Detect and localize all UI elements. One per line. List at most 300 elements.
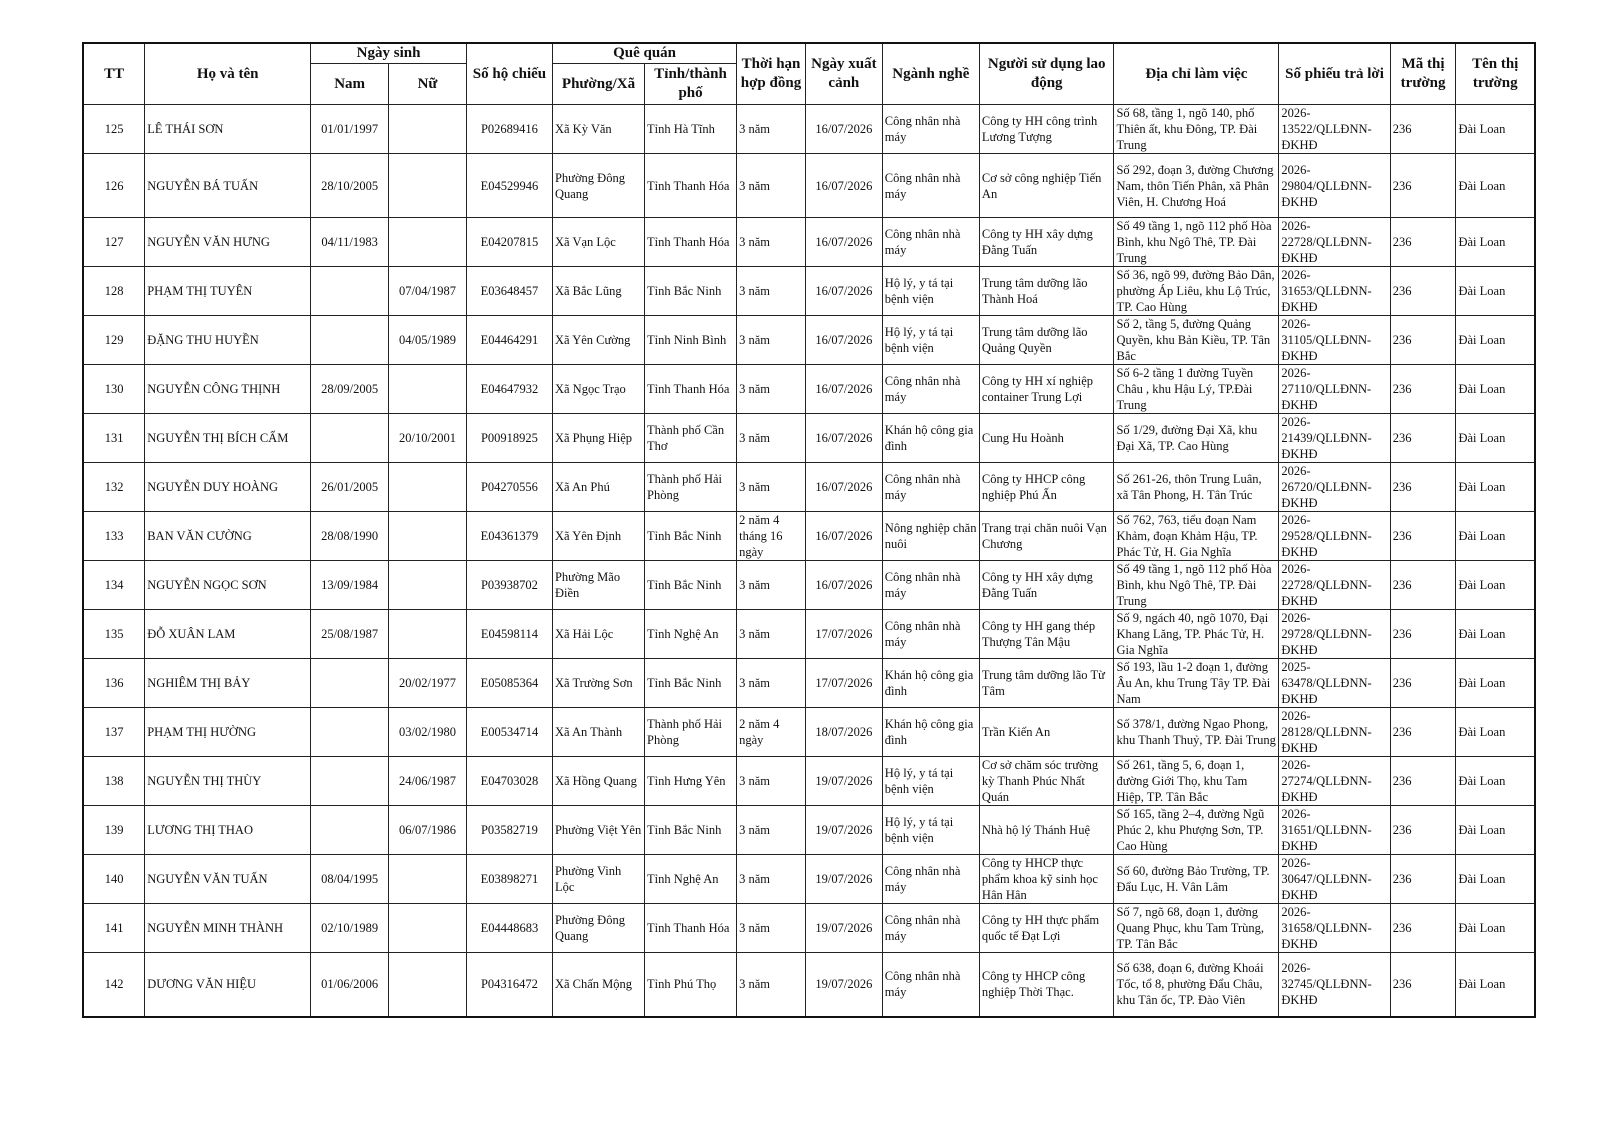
table-row — [83, 953, 1535, 1017]
cell-reply-no: 2026-32745/QLLĐNN-ĐKHĐ — [1279, 953, 1390, 1017]
cell-job: Công nhân nhà máy — [882, 904, 979, 953]
cell-employer: Công ty HH gang thép Thượng Tân Mậu — [979, 610, 1114, 659]
cell-passport: E03898271 — [466, 855, 552, 904]
cell-name: PHẠM THỊ TUYÊN — [145, 267, 311, 316]
table-row — [83, 414, 1535, 463]
cell-exit-date: 17/07/2026 — [805, 659, 882, 708]
cell-reply-no: 2026-26720/QLLĐNN-ĐKHĐ — [1279, 463, 1390, 512]
cell-name: LƯƠNG THỊ THAO — [145, 806, 311, 855]
cell-reply-no: 2026-27274/QLLĐNN-ĐKHĐ — [1279, 757, 1390, 806]
cell-tt: 132 — [83, 463, 145, 512]
cell-exit-date: 16/07/2026 — [805, 316, 882, 365]
cell-contract: 3 năm — [737, 659, 806, 708]
cell-province: Tỉnh Thanh Hóa — [645, 218, 737, 267]
cell-ward: Phường Đông Quang — [552, 904, 644, 953]
cell-passport: E04647932 — [466, 365, 552, 414]
cell-province: Thành phố Hải Phòng — [645, 463, 737, 512]
cell-contract: 3 năm — [737, 218, 806, 267]
cell-market-name: Đài Loan — [1456, 904, 1535, 953]
cell-province: Thành phố Hải Phòng — [645, 708, 737, 757]
header-female: Nữ — [389, 64, 467, 105]
header-ward: Phường/Xã — [552, 64, 644, 105]
cell-dob-male: 08/04/1995 — [311, 855, 389, 904]
cell-tt: 134 — [83, 561, 145, 610]
cell-dob-male: 01/01/1997 — [311, 105, 389, 154]
cell-dob-female: 07/04/1987 — [389, 267, 467, 316]
table-header — [83, 43, 1535, 105]
cell-ward: Phường Việt Yên — [552, 806, 644, 855]
cell-reply-no: 2025-63478/QLLĐNN-ĐKHĐ — [1279, 659, 1390, 708]
table-body — [83, 105, 1535, 1017]
cell-reply-no: 2026-28128/QLLĐNN-ĐKHĐ — [1279, 708, 1390, 757]
cell-job: Hộ lý, y tá tại bệnh viện — [882, 316, 979, 365]
cell-name: NGUYỄN VĂN TUẤN — [145, 855, 311, 904]
cell-work-address: Số 60, đường Bảo Trường, TP. Đẩu Lục, H. Vân Lâm — [1114, 855, 1279, 904]
cell-market-code: 236 — [1390, 105, 1456, 154]
cell-province: Tỉnh Hưng Yên — [645, 757, 737, 806]
cell-passport: E04598114 — [466, 610, 552, 659]
cell-exit-date: 19/07/2026 — [805, 806, 882, 855]
cell-market-name: Đài Loan — [1456, 512, 1535, 561]
cell-contract: 3 năm — [737, 154, 806, 218]
cell-reply-no: 2026-31105/QLLĐNN-ĐKHĐ — [1279, 316, 1390, 365]
table-row — [83, 105, 1535, 154]
cell-dob-male: 25/08/1987 — [311, 610, 389, 659]
cell-job: Công nhân nhà máy — [882, 855, 979, 904]
cell-contract: 3 năm — [737, 365, 806, 414]
table-row — [83, 708, 1535, 757]
cell-name: LÊ THÁI SƠN — [145, 105, 311, 154]
cell-tt: 136 — [83, 659, 145, 708]
cell-passport: E03648457 — [466, 267, 552, 316]
cell-market-name: Đài Loan — [1456, 154, 1535, 218]
cell-employer: Trần Kiến An — [979, 708, 1114, 757]
cell-market-code: 236 — [1390, 855, 1456, 904]
cell-ward: Xã Yên Cường — [552, 316, 644, 365]
cell-market-code: 236 — [1390, 316, 1456, 365]
cell-job: Hộ lý, y tá tại bệnh viện — [882, 267, 979, 316]
cell-province: Tỉnh Nghệ An — [645, 610, 737, 659]
cell-ward: Xã Vạn Lộc — [552, 218, 644, 267]
cell-passport: E04361379 — [466, 512, 552, 561]
cell-contract: 3 năm — [737, 414, 806, 463]
cell-dob-male: 28/08/1990 — [311, 512, 389, 561]
cell-reply-no: 2026-31653/QLLĐNN-ĐKHĐ — [1279, 267, 1390, 316]
cell-tt: 128 — [83, 267, 145, 316]
cell-employer: Nhà hộ lý Thánh Huệ — [979, 806, 1114, 855]
cell-passport: P04316472 — [466, 953, 552, 1017]
cell-employer: Trang trại chăn nuôi Vạn Chương — [979, 512, 1114, 561]
cell-dob-male — [311, 414, 389, 463]
cell-market-name: Đài Loan — [1456, 365, 1535, 414]
cell-tt: 141 — [83, 904, 145, 953]
header-tt: TT — [83, 43, 145, 105]
cell-job: Công nhân nhà máy — [882, 365, 979, 414]
cell-employer: Công ty HH xây dựng Đằng Tuấn — [979, 218, 1114, 267]
cell-ward: Xã Kỳ Văn — [552, 105, 644, 154]
cell-reply-no: 2026-27110/QLLĐNN-ĐKHĐ — [1279, 365, 1390, 414]
cell-work-address: Số 9, ngách 40, ngõ 1070, Đại Khang Lăng, TP. Phác Tử, H. Gia Nghĩa — [1114, 610, 1279, 659]
cell-dob-female — [389, 365, 467, 414]
cell-market-name: Đài Loan — [1456, 855, 1535, 904]
cell-market-code: 236 — [1390, 806, 1456, 855]
cell-dob-female — [389, 105, 467, 154]
cell-market-name: Đài Loan — [1456, 659, 1535, 708]
header-market-name: Tên thị trường — [1456, 43, 1535, 105]
cell-passport: P04270556 — [466, 463, 552, 512]
cell-reply-no: 2026-22728/QLLĐNN-ĐKHĐ — [1279, 218, 1390, 267]
cell-work-address: Số 1/29, đường Đại Xã, khu Đại Xã, TP. Cao Hùng — [1114, 414, 1279, 463]
cell-exit-date: 16/07/2026 — [805, 512, 882, 561]
cell-employer: Trung tâm dưỡng lão Quảng Quyền — [979, 316, 1114, 365]
cell-reply-no: 2026-31651/QLLĐNN-ĐKHĐ — [1279, 806, 1390, 855]
cell-market-name: Đài Loan — [1456, 316, 1535, 365]
cell-dob-female — [389, 561, 467, 610]
cell-passport: E04207815 — [466, 218, 552, 267]
table-row — [83, 904, 1535, 953]
cell-ward: Xã Hồng Quang — [552, 757, 644, 806]
cell-exit-date: 16/07/2026 — [805, 365, 882, 414]
cell-contract: 3 năm — [737, 806, 806, 855]
table-row — [83, 855, 1535, 904]
cell-province: Tỉnh Thanh Hóa — [645, 904, 737, 953]
cell-tt: 135 — [83, 610, 145, 659]
cell-job: Công nhân nhà máy — [882, 218, 979, 267]
cell-dob-female — [389, 953, 467, 1017]
cell-province: Tỉnh Nghệ An — [645, 855, 737, 904]
cell-name: NGUYỄN MINH THÀNH — [145, 904, 311, 953]
cell-province: Tỉnh Bắc Ninh — [645, 659, 737, 708]
cell-province: Tỉnh Bắc Ninh — [645, 561, 737, 610]
table-row — [83, 267, 1535, 316]
cell-market-name: Đài Loan — [1456, 708, 1535, 757]
cell-passport: P02689416 — [466, 105, 552, 154]
cell-exit-date: 16/07/2026 — [805, 154, 882, 218]
cell-tt: 138 — [83, 757, 145, 806]
cell-passport: P03582719 — [466, 806, 552, 855]
cell-market-code: 236 — [1390, 610, 1456, 659]
cell-dob-male — [311, 708, 389, 757]
cell-ward: Xã Ngọc Trạo — [552, 365, 644, 414]
cell-dob-female: 20/10/2001 — [389, 414, 467, 463]
cell-ward: Xã Chấn Mộng — [552, 953, 644, 1017]
cell-ward: Phường Vinh Lộc — [552, 855, 644, 904]
cell-market-name: Đài Loan — [1456, 757, 1535, 806]
cell-contract: 3 năm — [737, 105, 806, 154]
header-reply-no: Số phiếu trả lời — [1279, 43, 1390, 105]
cell-contract: 3 năm — [737, 561, 806, 610]
cell-province: Tỉnh Bắc Ninh — [645, 267, 737, 316]
cell-job: Khán hộ công gia đình — [882, 659, 979, 708]
table-row — [83, 610, 1535, 659]
cell-contract: 3 năm — [737, 904, 806, 953]
cell-ward: Xã An Phú — [552, 463, 644, 512]
cell-ward: Xã Yên Định — [552, 512, 644, 561]
cell-dob-male: 04/11/1983 — [311, 218, 389, 267]
cell-passport: E04448683 — [466, 904, 552, 953]
cell-province: Tỉnh Phú Thọ — [645, 953, 737, 1017]
header-dob: Ngày sinh — [311, 43, 467, 64]
cell-name: NGUYỄN CÔNG THỊNH — [145, 365, 311, 414]
cell-name: NGUYỄN VĂN HƯNG — [145, 218, 311, 267]
cell-work-address: Số 261, tầng 5, 6, đoạn 1, đường Giới Thọ, khu Tam Hiệp, TP. Tân Bắc — [1114, 757, 1279, 806]
cell-employer: Công ty HH công trình Lương Tượng — [979, 105, 1114, 154]
cell-contract: 2 năm 4 ngày — [737, 708, 806, 757]
cell-province: Tỉnh Thanh Hóa — [645, 365, 737, 414]
cell-exit-date: 16/07/2026 — [805, 463, 882, 512]
cell-employer: Công ty HHCP công nghiệp Thời Thạc. — [979, 953, 1114, 1017]
header-employer: Người sử dụng lao động — [979, 43, 1114, 105]
cell-dob-male — [311, 659, 389, 708]
cell-work-address: Số 638, đoạn 6, đường Khoái Tốc, tổ 8, phường Đẩu Châu, khu Tân ốc, TP. Đào Viên — [1114, 953, 1279, 1017]
cell-dob-male — [311, 316, 389, 365]
cell-exit-date: 18/07/2026 — [805, 708, 882, 757]
cell-contract: 3 năm — [737, 953, 806, 1017]
cell-market-code: 236 — [1390, 708, 1456, 757]
worker-list-table — [82, 42, 1536, 1018]
cell-passport: E04529946 — [466, 154, 552, 218]
cell-employer: Trung tâm dưỡng lão Từ Tâm — [979, 659, 1114, 708]
cell-employer: Trung tâm dưỡng lão Thành Hoá — [979, 267, 1114, 316]
cell-work-address: Số 2, tầng 5, đường Quảng Quyền, khu Bản Kiều, TP. Tân Bắc — [1114, 316, 1279, 365]
cell-exit-date: 19/07/2026 — [805, 757, 882, 806]
cell-province: Tỉnh Ninh Bình — [645, 316, 737, 365]
cell-exit-date: 19/07/2026 — [805, 904, 882, 953]
cell-passport: E00534714 — [466, 708, 552, 757]
cell-name: DƯƠNG VĂN HIỆU — [145, 953, 311, 1017]
cell-province: Tỉnh Bắc Ninh — [645, 806, 737, 855]
cell-contract: 3 năm — [737, 855, 806, 904]
cell-reply-no: 2026-29528/QLLĐNN-ĐKHĐ — [1279, 512, 1390, 561]
cell-dob-female — [389, 855, 467, 904]
cell-name: NGUYỄN THỊ BÍCH CẨM — [145, 414, 311, 463]
cell-contract: 3 năm — [737, 267, 806, 316]
cell-ward: Phường Mão Điền — [552, 561, 644, 610]
cell-ward: Xã Bắc Lũng — [552, 267, 644, 316]
cell-market-code: 236 — [1390, 267, 1456, 316]
cell-dob-male: 26/01/2005 — [311, 463, 389, 512]
cell-reply-no: 2026-22728/QLLĐNN-ĐKHĐ — [1279, 561, 1390, 610]
cell-dob-female — [389, 904, 467, 953]
cell-tt: 139 — [83, 806, 145, 855]
cell-work-address: Số 193, lầu 1-2 đoạn 1, đường Âu An, khu Trung Tây TP. Đài Nam — [1114, 659, 1279, 708]
cell-passport: E05085364 — [466, 659, 552, 708]
cell-contract: 3 năm — [737, 463, 806, 512]
cell-work-address: Số 165, tầng 2–4, đường Ngũ Phúc 2, khu Phượng Sơn, TP. Cao Hùng — [1114, 806, 1279, 855]
header-contract: Thời hạn hợp đồng — [737, 43, 806, 105]
cell-name: NGUYỄN DUY HOÀNG — [145, 463, 311, 512]
cell-market-code: 236 — [1390, 463, 1456, 512]
header-name: Họ và tên — [145, 43, 311, 105]
cell-employer: Công ty HHCP công nghiệp Phú Ấn — [979, 463, 1114, 512]
cell-market-name: Đài Loan — [1456, 806, 1535, 855]
cell-dob-female: 04/05/1989 — [389, 316, 467, 365]
cell-dob-male — [311, 806, 389, 855]
table-row — [83, 218, 1535, 267]
cell-dob-female — [389, 154, 467, 218]
cell-market-code: 236 — [1390, 659, 1456, 708]
cell-exit-date: 19/07/2026 — [805, 855, 882, 904]
cell-work-address: Số 7, ngõ 68, đoạn 1, đường Quang Phục, khu Tam Trùng, TP. Tân Bắc — [1114, 904, 1279, 953]
cell-employer: Cơ sở chăm sóc trường kỳ Thanh Phúc Nhất Quán — [979, 757, 1114, 806]
cell-dob-female: 24/06/1987 — [389, 757, 467, 806]
cell-tt: 131 — [83, 414, 145, 463]
cell-market-code: 236 — [1390, 561, 1456, 610]
cell-reply-no: 2026-30647/QLLĐNN-ĐKHĐ — [1279, 855, 1390, 904]
cell-market-code: 236 — [1390, 904, 1456, 953]
cell-dob-male: 28/09/2005 — [311, 365, 389, 414]
header-passport: Số hộ chiếu — [466, 43, 552, 105]
cell-market-name: Đài Loan — [1456, 105, 1535, 154]
cell-employer: Cung Hu Hoành — [979, 414, 1114, 463]
cell-exit-date: 16/07/2026 — [805, 414, 882, 463]
cell-job: Công nhân nhà máy — [882, 154, 979, 218]
cell-market-code: 236 — [1390, 953, 1456, 1017]
cell-tt: 125 — [83, 105, 145, 154]
header-exit-date: Ngày xuất cảnh — [805, 43, 882, 105]
cell-job: Khán hộ công gia đình — [882, 414, 979, 463]
cell-exit-date: 16/07/2026 — [805, 105, 882, 154]
cell-dob-female — [389, 512, 467, 561]
cell-work-address: Số 49 tầng 1, ngõ 112 phố Hòa Bình, khu Ngô Thê, TP. Đài Trung — [1114, 218, 1279, 267]
cell-contract: 3 năm — [737, 757, 806, 806]
cell-work-address: Số 292, đoạn 3, đường Chương Nam, thôn Tiến Phân, xã Phân Viên, H. Chương Hoá — [1114, 154, 1279, 218]
cell-market-name: Đài Loan — [1456, 610, 1535, 659]
cell-tt: 140 — [83, 855, 145, 904]
header-job: Ngành nghề — [882, 43, 979, 105]
cell-dob-male — [311, 267, 389, 316]
cell-dob-female — [389, 218, 467, 267]
cell-ward: Xã Phụng Hiệp — [552, 414, 644, 463]
cell-employer: Công ty HHCP thực phẩm khoa kỹ sinh học Hân Hân — [979, 855, 1114, 904]
cell-market-code: 236 — [1390, 757, 1456, 806]
cell-work-address: Số 49 tầng 1, ngõ 112 phố Hòa Bình, khu Ngô Thê, TP. Đài Trung — [1114, 561, 1279, 610]
cell-name: BAN VĂN CƯỜNG — [145, 512, 311, 561]
cell-reply-no: 2026-21439/QLLĐNN-ĐKHĐ — [1279, 414, 1390, 463]
cell-job: Khán hộ công gia đình — [882, 708, 979, 757]
cell-market-code: 236 — [1390, 218, 1456, 267]
cell-market-code: 236 — [1390, 512, 1456, 561]
table-row — [83, 463, 1535, 512]
cell-work-address: Số 68, tầng 1, ngõ 140, phố Thiên ất, khu Đông, TP. Đài Trung — [1114, 105, 1279, 154]
cell-contract: 3 năm — [737, 316, 806, 365]
cell-tt: 127 — [83, 218, 145, 267]
cell-province: Tỉnh Hà Tĩnh — [645, 105, 737, 154]
cell-job: Công nhân nhà máy — [882, 610, 979, 659]
cell-work-address: Số 261-26, thôn Trung Luân, xã Tân Phong, H. Tân Trúc — [1114, 463, 1279, 512]
cell-exit-date: 16/07/2026 — [805, 267, 882, 316]
cell-employer: Cơ sở công nghiệp Tiến An — [979, 154, 1114, 218]
table-row — [83, 512, 1535, 561]
header-work-address: Địa chỉ làm việc — [1114, 43, 1279, 105]
cell-market-name: Đài Loan — [1456, 953, 1535, 1017]
cell-name: NGHIÊM THỊ BẢY — [145, 659, 311, 708]
cell-job: Hộ lý, y tá tại bệnh viện — [882, 757, 979, 806]
cell-market-name: Đài Loan — [1456, 561, 1535, 610]
cell-employer: Công ty HH thực phẩm quốc tế Đạt Lợi — [979, 904, 1114, 953]
cell-exit-date: 19/07/2026 — [805, 953, 882, 1017]
cell-market-name: Đài Loan — [1456, 218, 1535, 267]
cell-work-address: Số 378/1, đường Ngao Phong, khu Thanh Thuỷ, TP. Đài Trung — [1114, 708, 1279, 757]
cell-ward: Phường Đông Quang — [552, 154, 644, 218]
cell-job: Công nhân nhà máy — [882, 561, 979, 610]
table-row — [83, 757, 1535, 806]
cell-dob-female: 20/02/1977 — [389, 659, 467, 708]
cell-name: NGUYỄN BÁ TUẤN — [145, 154, 311, 218]
cell-reply-no: 2026-13522/QLLĐNN-ĐKHĐ — [1279, 105, 1390, 154]
cell-tt: 133 — [83, 512, 145, 561]
header-male: Nam — [311, 64, 389, 105]
cell-dob-female — [389, 610, 467, 659]
cell-tt: 137 — [83, 708, 145, 757]
cell-name: NGUYỄN THỊ THÙY — [145, 757, 311, 806]
table-row — [83, 365, 1535, 414]
cell-market-name: Đài Loan — [1456, 267, 1535, 316]
cell-job: Công nhân nhà máy — [882, 953, 979, 1017]
cell-tt: 130 — [83, 365, 145, 414]
table-row — [83, 154, 1535, 218]
table-row — [83, 659, 1535, 708]
cell-dob-male: 13/09/1984 — [311, 561, 389, 610]
cell-tt: 142 — [83, 953, 145, 1017]
cell-dob-female — [389, 463, 467, 512]
cell-reply-no: 2026-31658/QLLĐNN-ĐKHĐ — [1279, 904, 1390, 953]
cell-contract: 3 năm — [737, 610, 806, 659]
cell-contract: 2 năm 4 tháng 16 ngày — [737, 512, 806, 561]
cell-work-address: Số 762, 763, tiểu đoạn Nam Khảm, đoạn Khảm Hậu, TP. Phác Tử, H. Gia Nghĩa — [1114, 512, 1279, 561]
cell-tt: 126 — [83, 154, 145, 218]
cell-province: Thành phố Cần Thơ — [645, 414, 737, 463]
cell-ward: Xã Hải Lộc — [552, 610, 644, 659]
header-province: Tỉnh/thành phố — [645, 64, 737, 105]
cell-passport: P00918925 — [466, 414, 552, 463]
cell-dob-female: 03/02/1980 — [389, 708, 467, 757]
cell-employer: Công ty HH xí nghiệp container Trung Lợi — [979, 365, 1114, 414]
cell-dob-male: 01/06/2006 — [311, 953, 389, 1017]
cell-work-address: Số 6-2 tầng 1 đường Tuyền Châu , khu Hậu Lý, TP.Đài Trung — [1114, 365, 1279, 414]
cell-ward: Xã An Thành — [552, 708, 644, 757]
cell-employer: Công ty HH xây dựng Đằng Tuấn — [979, 561, 1114, 610]
header-market-code: Mã thị trường — [1390, 43, 1456, 105]
cell-market-code: 236 — [1390, 365, 1456, 414]
cell-ward: Xã Trường Sơn — [552, 659, 644, 708]
cell-province: Tỉnh Thanh Hóa — [645, 154, 737, 218]
cell-work-address: Số 36, ngõ 99, đường Bảo Dân, phường Áp Liêu, khu Lộ Trúc, TP. Cao Hùng — [1114, 267, 1279, 316]
cell-dob-male: 28/10/2005 — [311, 154, 389, 218]
cell-province: Tỉnh Bắc Ninh — [645, 512, 737, 561]
cell-dob-male: 02/10/1989 — [311, 904, 389, 953]
cell-passport: E04464291 — [466, 316, 552, 365]
cell-name: PHẠM THỊ HƯỜNG — [145, 708, 311, 757]
cell-exit-date: 16/07/2026 — [805, 561, 882, 610]
cell-job: Hộ lý, y tá tại bệnh viện — [882, 806, 979, 855]
cell-market-name: Đài Loan — [1456, 463, 1535, 512]
cell-name: ĐỖ XUÂN LAM — [145, 610, 311, 659]
table-row — [83, 316, 1535, 365]
cell-dob-male — [311, 757, 389, 806]
cell-job: Nông nghiệp chăn nuôi — [882, 512, 979, 561]
cell-dob-female: 06/07/1986 — [389, 806, 467, 855]
cell-passport: P03938702 — [466, 561, 552, 610]
cell-market-code: 236 — [1390, 414, 1456, 463]
cell-job: Công nhân nhà máy — [882, 463, 979, 512]
cell-market-name: Đài Loan — [1456, 414, 1535, 463]
cell-exit-date: 17/07/2026 — [805, 610, 882, 659]
table-row — [83, 561, 1535, 610]
cell-exit-date: 16/07/2026 — [805, 218, 882, 267]
cell-market-code: 236 — [1390, 154, 1456, 218]
cell-passport: E04703028 — [466, 757, 552, 806]
